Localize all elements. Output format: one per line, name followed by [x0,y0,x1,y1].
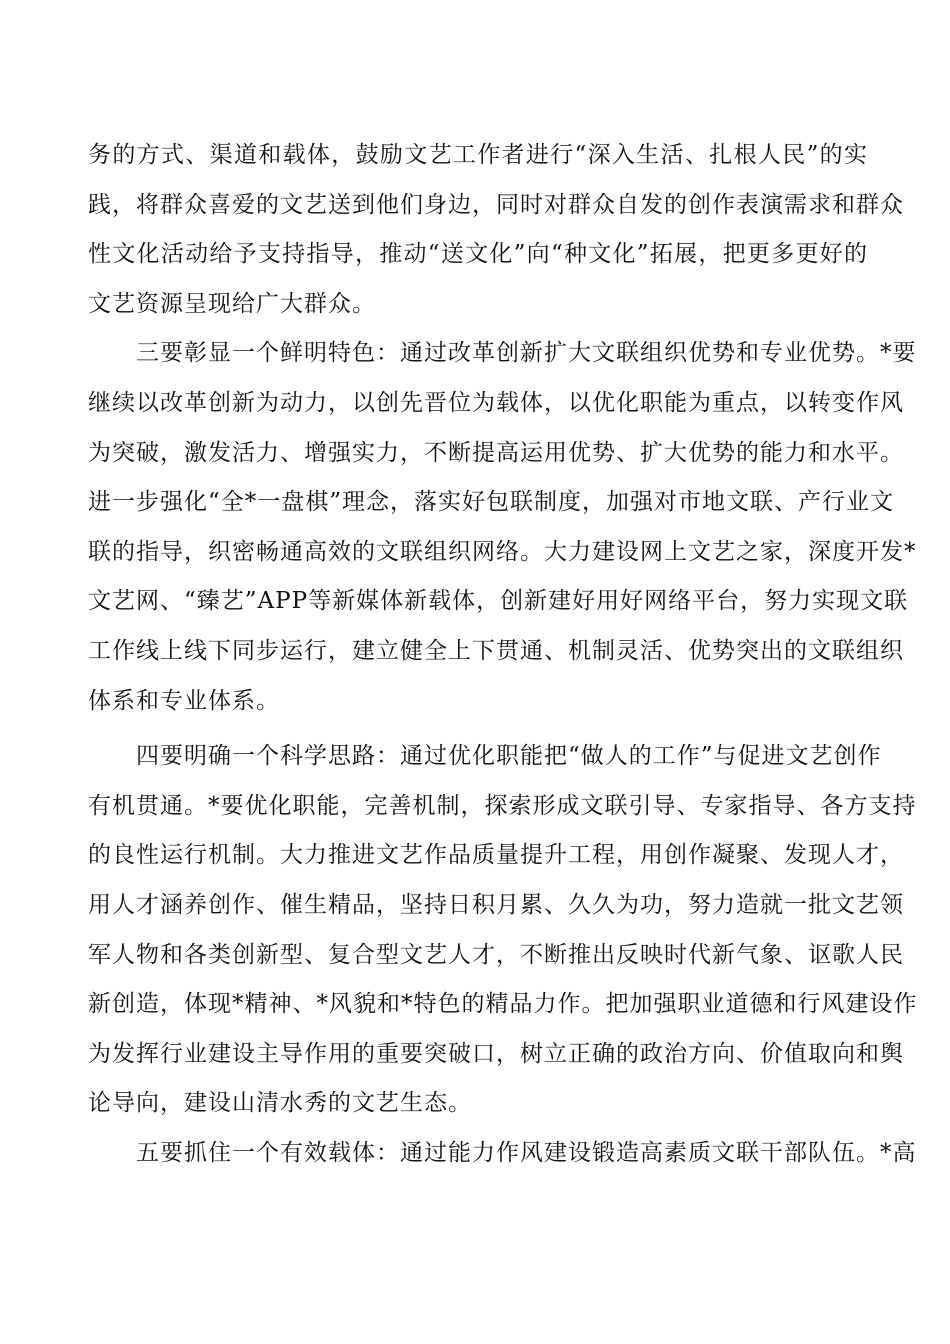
text-line: 新创造，体现*精神、*风貌和*特色的精品力作。把加强职业道德和行风建设作 [88,991,918,1018]
text-line: 继续以改革创新为动力，以创先晋位为载体，以优化职能为重点，以转变作风 [88,389,904,416]
text-line: 五要抓住一个有效载体：通过能力作风建设锻造高素质文联干部队伍。*高 [136,1139,917,1166]
text-line: 为发挥行业建设主导作用的重要突破口，树立正确的政治方向、价值取向和舆 [88,1040,904,1067]
text-line: 务的方式、渠道和载体，鼓励文艺工作者进行“深入生活、扎根人民”的实 [88,142,868,168]
text-line: 为突破，激发活力、增强实力，不断提高运用优势、扩大优势的能力和水平。 [88,439,904,466]
text-line: 体系和专业体系。 [88,687,280,714]
body-text [88,131,918,1178]
text-line: 三要彰显一个鲜明特色：通过改革创新扩大文联组织优势和专业优势。*要 [136,340,917,367]
paragraph-fifth-point [88,1129,917,1179]
text-line: 有机贯通。*要优化职能，完善机制，探索形成文联引导、专家指导、各方支持 [88,792,917,819]
paragraph-third-point [88,329,917,726]
text-line: 践，将群众喜爱的文艺送到他们身边，同时对群众自发的创作表演需求和群众 [88,191,904,218]
paragraph-continuation [88,131,904,329]
text-line: 用人才涵养创作、催生精品，坚持日积月累、久久为功，努力造就一批文艺领 [88,891,904,918]
text-line: 军人物和各类创新型、复合型文艺人才，不断推出反映时代新气象、讴歌人民 [88,941,904,968]
text-line: 的良性运行机制。大力推进文艺作品质量提升工程，用创作凝聚、发现人才， [88,842,904,869]
text-line: 论导向，建设山清水秀的文艺生态。 [88,1090,472,1117]
text-line: 工作线上线下同步运行，建立健全上下贯通、机制灵活、优势突出的文联组织 [88,637,904,664]
text-line: 联的指导，织密畅通高效的文联组织网络。大力建设网上文艺之家，深度开发* [88,538,917,565]
text-line: 文艺资源呈现给广大群众。 [88,290,376,317]
text-line: 文艺网、“臻艺”APP等新媒体新载体，创新建好用好网络平台，努力实现文联 [88,588,909,615]
text-line: 进一步强化“全*一盘棋”理念，落实好包联制度，加强对市地文联、产行业文 [88,489,895,516]
text-line: 性文化活动给予支持指导，推动“送文化”向“种文化”拓展，把更多更好的 [88,241,868,268]
paragraph-fourth-point [88,732,918,1129]
text-line: 四要明确一个科学思路：通过优化职能把“做人的工作”与促进文艺创作 [136,743,882,770]
